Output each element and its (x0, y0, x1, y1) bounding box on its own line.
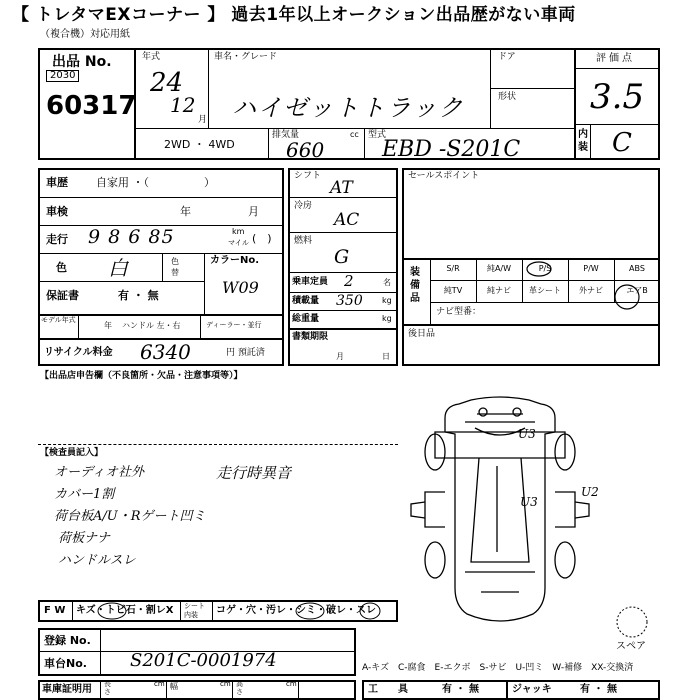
capacity-value: 2 (344, 272, 354, 290)
recycle-unit: 円 預託済 (226, 348, 265, 358)
inspector-note: カバー1割 (54, 487, 115, 502)
interior-value: C (612, 128, 632, 158)
capacity-unit: 名 (383, 278, 391, 287)
equipment-item: 純TV (443, 286, 463, 295)
warranty-label: 保証書 (46, 289, 79, 302)
doc-deadline-month: 月 (336, 352, 344, 361)
diagram-mark-side: U2 (581, 485, 599, 499)
inspector-label: 【検査員記入】 (40, 448, 104, 458)
doc-deadline-label: 書類期限 (292, 332, 329, 342)
equipment-item: エアB (626, 286, 648, 295)
model-label: 型式 (368, 130, 387, 140)
page-title: 【 トレタマEXコーナー 】 過去1年以上オークション出品歴がない車両 (12, 5, 576, 25)
vehicle-diagram (405, 392, 595, 634)
weight-label: 総重量 (292, 314, 320, 324)
cert-height: 高さ (236, 680, 243, 696)
load-label: 積載量 (292, 296, 320, 306)
diagram-mark-front: U3 (518, 427, 536, 441)
mileage-value: 9 8 6 85 (88, 226, 175, 248)
warranty-value: 有 ・ 無 (118, 289, 159, 302)
sales-point-label: セールスポイント (408, 171, 480, 181)
color-code-value: W09 (222, 278, 259, 297)
score-label: 評価点 (596, 53, 635, 64)
lot-sub-number: 2030 (46, 70, 79, 82)
equipment-item: 純ナビ (487, 286, 511, 295)
cert-label: 車庫証明用 (42, 684, 92, 695)
fuel-label: 燃料 (294, 236, 313, 246)
seat-label: シート内装 (184, 602, 205, 620)
fuel-value: G (334, 246, 350, 268)
registration-label: 登録 No. (44, 634, 91, 647)
year-label: 年式 (142, 52, 161, 62)
model-value: EBD -S201C (382, 137, 521, 162)
seat-text: コゲ・穴・汚レ・シミ・破レ・スレ (216, 605, 376, 616)
model-year-year: 年 (104, 321, 112, 330)
weight-unit: kg (382, 314, 392, 323)
displacement-value: 660 (286, 138, 325, 162)
equipment-item: ABS (629, 264, 645, 273)
tools-label: 工 具 (368, 684, 408, 695)
tools-value: 有 ・ 無 (442, 684, 479, 695)
jack-value: 有 ・ 無 (580, 684, 617, 695)
load-unit: kg (382, 296, 392, 305)
door-label: ドア (498, 52, 516, 62)
name-label: 車名・グレード (214, 52, 278, 62)
drive-label: 2WD ・ 4WD (164, 138, 235, 151)
mileage-unit-km: km (232, 227, 245, 236)
diagram-mark-bed: U3 (520, 495, 538, 509)
inspection-label: 車検 (46, 205, 68, 218)
equipment-item: P/S (538, 264, 552, 273)
color-change-label: 色替 (171, 257, 179, 278)
recycle-value: 6340 (140, 340, 191, 364)
interior-label: 内装 (578, 129, 588, 153)
fw-circle-marks (74, 601, 396, 621)
fw-text: キズ・トビ石・割レX (76, 605, 174, 616)
inspection-month: 月 (248, 205, 259, 218)
year-value: 24 (150, 68, 184, 98)
cert-width: 幅 (170, 682, 178, 691)
mileage-unit-mile: マイル (228, 239, 249, 247)
damage-legend: A-キズ C-腐食 E-エクボ S-サビ U-凹ミ W-補修 XX-交換済 (362, 663, 634, 673)
shape-label: 形状 (498, 92, 517, 102)
later-label: 後日品 (408, 329, 436, 339)
inspector-note: 荷板ナナ (58, 531, 111, 546)
equipment-item: S/R (446, 264, 460, 273)
navi-label: ナビ型番： (436, 307, 482, 317)
color-value: 白 (108, 256, 128, 280)
load-value: 350 (336, 293, 363, 309)
inspection-year: 年 (180, 205, 191, 218)
recycle-label: リサイクル料金 (44, 347, 113, 358)
aircon-value: AC (334, 210, 360, 230)
subheader: （複合機）対応用紙 (40, 29, 130, 40)
cert-height-unit: cm (286, 680, 297, 688)
equipment-label: 装備品 (410, 267, 420, 304)
fw-label: F W (44, 605, 66, 616)
color-label: 色 (56, 261, 67, 274)
equipment-item: P/W (583, 264, 599, 273)
model-year-label: モデル年式 (41, 316, 76, 324)
lot-label: 出品 No. (52, 54, 112, 70)
history-label: 車歴 (46, 176, 68, 189)
mileage-paren: ( ) (252, 232, 272, 245)
color-code-label: カラーNo. (210, 255, 260, 266)
year-month-unit: 月 (198, 115, 208, 125)
spare-tire-icon (614, 604, 650, 640)
inspector-note: ハンドルスレ (58, 553, 136, 568)
displacement-unit: cc (350, 130, 359, 139)
lot-number: 60317 (46, 91, 137, 121)
history-value: 自家用 ・（ ） (96, 176, 215, 189)
shift-label: シフト (294, 171, 322, 181)
mileage-label: 走行 (46, 233, 68, 246)
circle-mark-ps (525, 260, 553, 278)
equipment-item: 純A/W (486, 264, 512, 273)
shift-value: AT (330, 178, 353, 198)
cert-width-unit: cm (220, 680, 231, 688)
spare-label: スペア (616, 641, 646, 652)
chassis-value: S201C-0001974 (130, 650, 277, 671)
equipment-item: 革シート (529, 286, 561, 295)
model-year-dealer: ディーラー・並行 (206, 321, 262, 329)
circle-mark-airbag (612, 282, 642, 312)
name-value: ハイゼットトラック (232, 94, 465, 122)
chassis-label: 車台No. (44, 657, 87, 670)
equipment-item: 外ナビ (579, 286, 603, 295)
inspector-note: オーディオ社外 (54, 465, 144, 480)
capacity-label: 乗車定員 (292, 277, 329, 287)
inspector-note-right: 走行時異音 (216, 464, 292, 482)
model-year-handle: ハンドル 左・右 (122, 321, 181, 330)
aircon-label: 冷房 (294, 201, 313, 211)
year-month-value: 12 (170, 93, 196, 117)
jack-label: ジャッキ (512, 684, 552, 695)
inspector-note: 荷台板A/U・Rゲート凹ミ (54, 509, 206, 524)
exhibitor-label: 【出品店申告欄（不良箇所・欠品・注意事項等）】 (40, 371, 243, 381)
doc-deadline-day: 日 (382, 352, 390, 361)
cert-length-unit: cm (154, 680, 165, 688)
displacement-label: 排気量 (272, 130, 300, 140)
cert-length: 長さ (104, 680, 111, 696)
score-value: 3.5 (590, 77, 645, 117)
